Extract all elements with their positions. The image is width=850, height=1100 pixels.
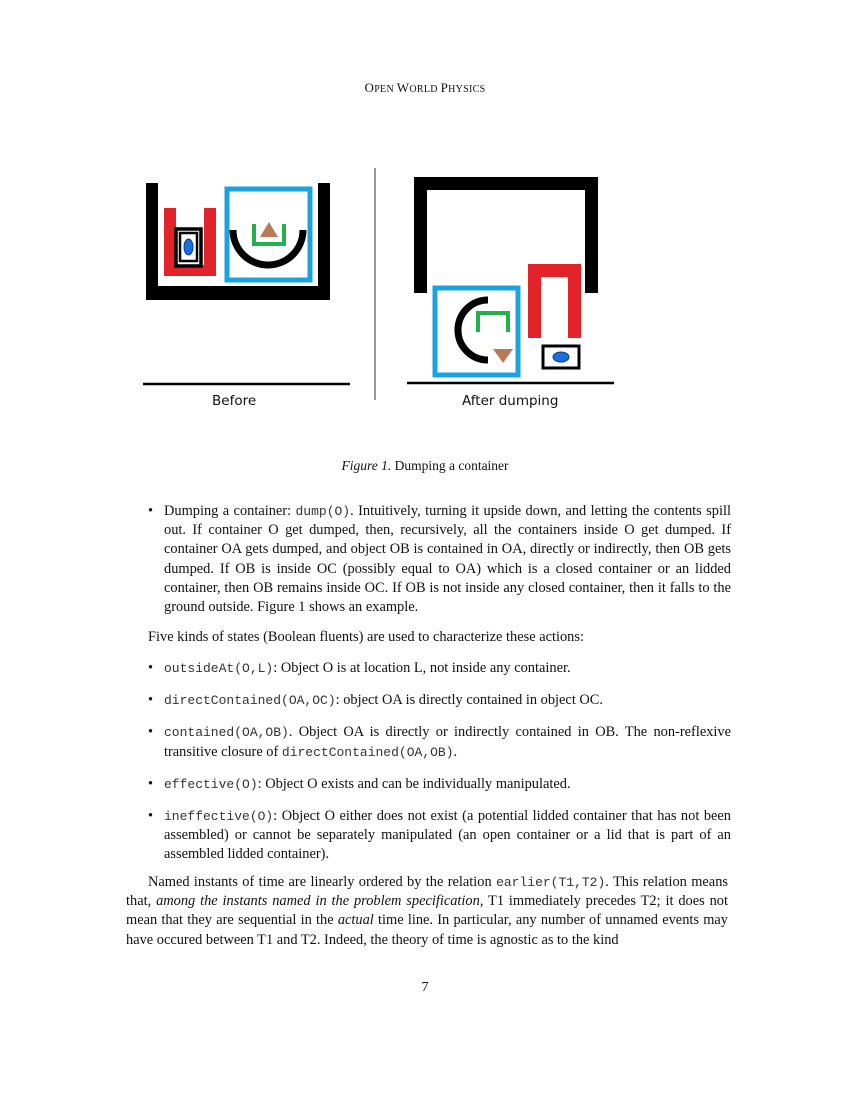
- brown-triangle: [260, 222, 278, 237]
- after-label: After dumping: [462, 393, 559, 409]
- state-item: • outsideAt(O,L): Object O is at location L, not inside any container.: [146, 659, 731, 678]
- state-item: • effective(O): Object O exists and can be individually manipulated.: [146, 775, 731, 794]
- states-intro: Five kinds of states (Boolean fluents) are used to characterize these actions:: [148, 629, 584, 645]
- blue-ellipse-after: [553, 352, 569, 362]
- blue-ellipse: [184, 239, 193, 255]
- figure-dumping-container: [0, 160, 850, 420]
- dump-bullet: • Dumping a container: dump(O). Intuitively, turning it upside down, and letting the contents spill out. If container O get dumped, then, recursively, all the containers inside O get dumped. If container OA gets dumped, and object OB is contained in OA, directly or indirectly, then OB gets dumped. If OB is inside OC (possibly equal to OA) which is a closed container or an lidded container, then OB remains inside OC. If OB is not inside any closed container, then it falls to the ground outside. Figure 1 shows an example.: [146, 502, 731, 617]
- state-item: • contained(OA,OB). Object OA is directly or indirectly contained in OB. The non-reflexive transitive closure of directContained(OA,OB).: [146, 723, 731, 761]
- page-number: 7: [421, 980, 429, 995]
- after-panel: [407, 177, 614, 383]
- states-list: [146, 659, 731, 865]
- state-item: • directContained(OA,OC): object OA is directly contained in object OC.: [146, 691, 731, 710]
- time-paragraph: Named instants of time are linearly ordered by the relation earlier(T1,T2). This relation means that, among the instants named in the problem specification, T1 immediately precedes T2; it does not mean that they are sequential in the actual time line. In particular, any number of unnamed events may have occured between T1 and T2. Indeed, the theory of time is agnostic as to the kind: [126, 874, 728, 948]
- running-header: OPEN WORLD PHYSICS: [364, 80, 486, 95]
- brown-triangle-after: [493, 349, 513, 363]
- state-item: • ineffective(O): Object O either does not exist (a potential lidded container that has not been assembled) or cannot be separately manipulated (an open container or a lid that is part of an assembled lidded container).: [146, 807, 731, 865]
- dump-bullet-list: [146, 502, 731, 617]
- before-label: Before: [212, 393, 257, 409]
- green-container-after: [478, 313, 508, 332]
- before-panel: [143, 183, 350, 384]
- figure-caption: Figure 1. Dumping a container: [341, 458, 509, 473]
- black-bowl-after: [458, 300, 488, 360]
- figure-illustration: [0, 160, 850, 420]
- red-container-inverted: [528, 264, 581, 338]
